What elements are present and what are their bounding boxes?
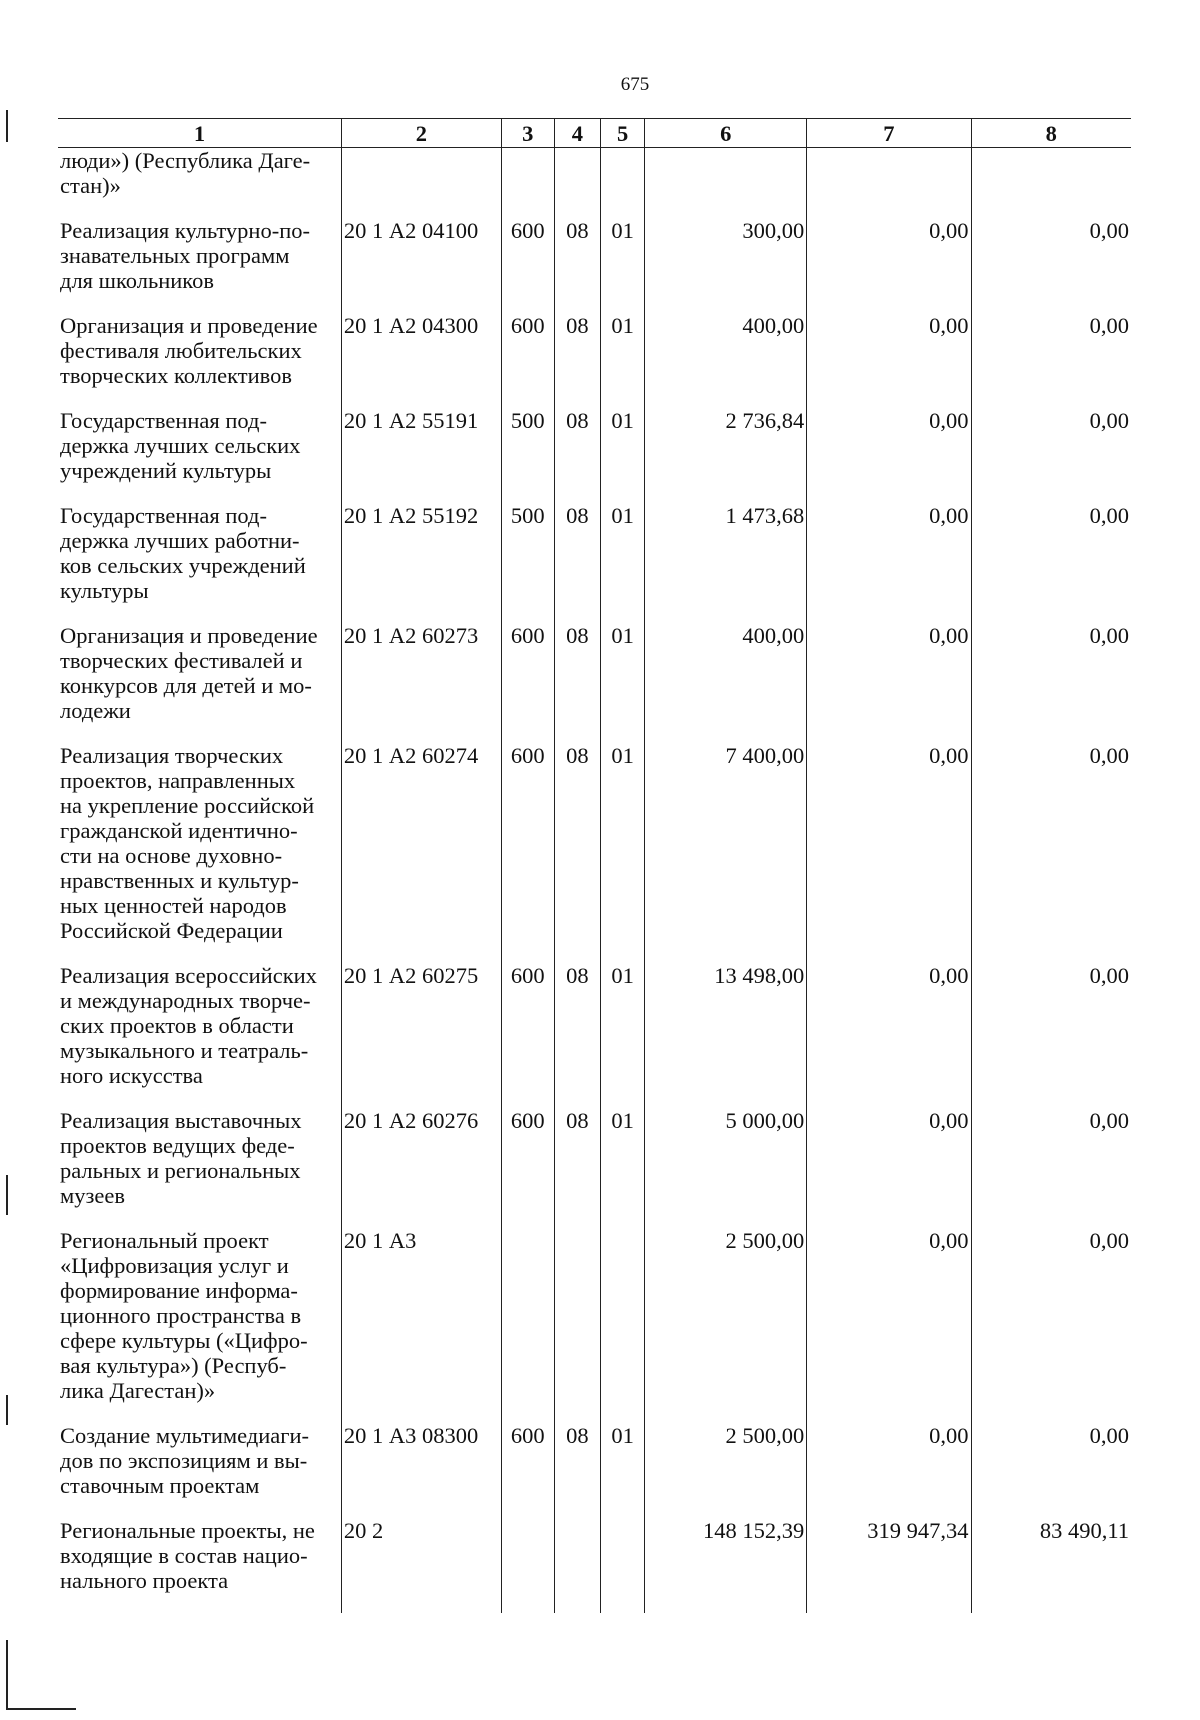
row-col3-cell: 600 bbox=[501, 623, 554, 743]
row-name-line: ских проектов в области bbox=[60, 1013, 294, 1038]
row-name-line: учреждений культуры bbox=[60, 458, 272, 483]
row-col4-cell: 08 bbox=[554, 218, 600, 313]
row-col4-cell: 08 bbox=[554, 623, 600, 743]
row-col6-cell: 2 736,84 bbox=[645, 408, 807, 503]
row-code-cell: 20 1 А2 60276 bbox=[341, 1108, 501, 1228]
page-number: 675 bbox=[620, 74, 650, 95]
row-col5-cell: 01 bbox=[601, 623, 645, 743]
row-name-cell bbox=[58, 218, 341, 313]
row-name-cell bbox=[58, 1228, 341, 1423]
table-row bbox=[58, 1423, 1131, 1518]
row-name-line: сти на основе духовно- bbox=[60, 843, 283, 868]
row-name-line: Государственная под- bbox=[60, 503, 267, 528]
column-header: 4 bbox=[554, 119, 600, 148]
row-code-cell: 20 1 А3 08300 bbox=[341, 1423, 501, 1518]
row-col8-cell bbox=[971, 148, 1131, 219]
row-name-line: вая культура») (Респуб- bbox=[60, 1353, 287, 1378]
row-col4-cell: 08 bbox=[554, 503, 600, 623]
row-col8-cell: 0,00 bbox=[971, 503, 1131, 623]
row-col7-cell: 0,00 bbox=[807, 963, 971, 1108]
row-col8-cell: 83 490,11 bbox=[971, 1518, 1131, 1613]
row-code-cell: 20 1 А3 bbox=[341, 1228, 501, 1423]
row-col7-cell: 0,00 bbox=[807, 408, 971, 503]
row-name-line: ных ценностей народов bbox=[60, 893, 287, 918]
row-name-line: и международных творче- bbox=[60, 988, 311, 1013]
row-name-cell bbox=[58, 148, 341, 219]
row-code-cell: 20 1 А2 55192 bbox=[341, 503, 501, 623]
row-col6-cell: 400,00 bbox=[645, 623, 807, 743]
row-col3-cell bbox=[501, 148, 554, 219]
row-col8-cell: 0,00 bbox=[971, 1228, 1131, 1423]
table-row bbox=[58, 503, 1131, 623]
row-col3-cell: 600 bbox=[501, 1108, 554, 1228]
row-col8-cell: 0,00 bbox=[971, 963, 1131, 1108]
column-header: 7 bbox=[807, 119, 971, 148]
row-name-line: дов по экспозициям и вы- bbox=[60, 1448, 308, 1473]
row-name-line: стан)» bbox=[60, 173, 121, 198]
row-col8-cell: 0,00 bbox=[971, 408, 1131, 503]
row-col6-cell: 2 500,00 bbox=[645, 1423, 807, 1518]
row-col3-cell: 600 bbox=[501, 1423, 554, 1518]
row-name-line: Российской Федерации bbox=[60, 918, 283, 943]
row-col7-cell: 0,00 bbox=[807, 218, 971, 313]
row-name-cell bbox=[58, 313, 341, 408]
table-row bbox=[58, 313, 1131, 408]
table-row bbox=[58, 963, 1131, 1108]
row-col4-cell: 08 bbox=[554, 743, 600, 963]
margin-mark bbox=[6, 1708, 76, 1710]
row-col5-cell bbox=[601, 1228, 645, 1423]
row-name-line: люди») (Республика Даге- bbox=[60, 148, 311, 173]
row-col5-cell: 01 bbox=[601, 408, 645, 503]
row-name-line: лика Дагестан)» bbox=[60, 1378, 216, 1403]
row-col5-cell: 01 bbox=[601, 1108, 645, 1228]
table-row bbox=[58, 408, 1131, 503]
row-col3-cell bbox=[501, 1518, 554, 1613]
row-col6-cell: 1 473,68 bbox=[645, 503, 807, 623]
row-col8-cell: 0,00 bbox=[971, 1108, 1131, 1228]
row-name-line: лодежи bbox=[60, 698, 131, 723]
column-header: 2 bbox=[341, 119, 501, 148]
row-name-cell bbox=[58, 623, 341, 743]
row-col6-cell: 300,00 bbox=[645, 218, 807, 313]
column-header: 1 bbox=[58, 119, 341, 148]
row-code-cell: 20 1 А2 55191 bbox=[341, 408, 501, 503]
row-name-line: Реализация культурно-по- bbox=[60, 218, 310, 243]
row-name-line: конкурсов для детей и мо- bbox=[60, 673, 312, 698]
row-name-line: проектов, направленных bbox=[60, 768, 296, 793]
row-name-line: для школьников bbox=[60, 268, 214, 293]
row-name-line: ставочным проектам bbox=[60, 1473, 260, 1498]
row-name-line: на укрепление российской bbox=[60, 793, 315, 818]
row-col3-cell: 500 bbox=[501, 408, 554, 503]
row-col6-cell: 148 152,39 bbox=[645, 1518, 807, 1613]
row-col5-cell: 01 bbox=[601, 503, 645, 623]
row-name-cell bbox=[58, 1108, 341, 1228]
margin-mark bbox=[6, 1640, 8, 1710]
row-name-line: держка лучших сельских bbox=[60, 433, 301, 458]
column-header: 3 bbox=[501, 119, 554, 148]
row-name-line: музыкального и театраль- bbox=[60, 1038, 309, 1063]
row-code-cell: 20 2 bbox=[341, 1518, 501, 1613]
row-name-line: музеев bbox=[60, 1183, 125, 1208]
row-col5-cell: 01 bbox=[601, 313, 645, 408]
row-name-line: нального проекта bbox=[60, 1568, 229, 1593]
row-col5-cell: 01 bbox=[601, 218, 645, 313]
row-col4-cell: 08 bbox=[554, 1108, 600, 1228]
row-col5-cell bbox=[601, 1518, 645, 1613]
row-name-line: творческих коллективов bbox=[60, 363, 292, 388]
row-name-cell bbox=[58, 503, 341, 623]
table-row bbox=[58, 743, 1131, 963]
row-code-cell: 20 1 А2 60273 bbox=[341, 623, 501, 743]
table-row bbox=[58, 218, 1131, 313]
row-col7-cell: 0,00 bbox=[807, 503, 971, 623]
row-code-cell: 20 1 А2 60275 bbox=[341, 963, 501, 1108]
row-name-line: Региональные проекты, не bbox=[60, 1518, 315, 1543]
row-col3-cell: 500 bbox=[501, 503, 554, 623]
row-name-line: проектов ведущих феде- bbox=[60, 1133, 295, 1158]
budget-table bbox=[58, 118, 1131, 1613]
row-name-line: культуры bbox=[60, 578, 149, 603]
row-col7-cell: 0,00 bbox=[807, 743, 971, 963]
margin-mark bbox=[6, 110, 8, 142]
row-col6-cell: 5 000,00 bbox=[645, 1108, 807, 1228]
row-name-cell bbox=[58, 408, 341, 503]
row-name-line: творческих фестивалей и bbox=[60, 648, 303, 673]
row-col4-cell: 08 bbox=[554, 313, 600, 408]
row-code-cell: 20 1 А2 04300 bbox=[341, 313, 501, 408]
row-col8-cell: 0,00 bbox=[971, 743, 1131, 963]
row-name-line: держка лучших работни- bbox=[60, 528, 300, 553]
row-code-cell bbox=[341, 148, 501, 219]
row-col6-cell: 2 500,00 bbox=[645, 1228, 807, 1423]
row-col3-cell: 600 bbox=[501, 313, 554, 408]
table-row bbox=[58, 148, 1131, 219]
row-name-cell bbox=[58, 963, 341, 1108]
row-col7-cell: 0,00 bbox=[807, 623, 971, 743]
row-col7-cell bbox=[807, 148, 971, 219]
row-col6-cell bbox=[645, 148, 807, 219]
row-name-line: входящие в состав нацио- bbox=[60, 1543, 308, 1568]
row-name-line: гражданской идентичнo- bbox=[60, 818, 298, 843]
table-row bbox=[58, 1108, 1131, 1228]
row-name-line: фестиваля любительских bbox=[60, 338, 302, 363]
row-name-line: Создание мультимедиаги- bbox=[60, 1423, 310, 1448]
row-col5-cell: 01 bbox=[601, 743, 645, 963]
row-col4-cell: 08 bbox=[554, 1423, 600, 1518]
row-name-line: Реализация творческих bbox=[60, 743, 284, 768]
table-row bbox=[58, 623, 1131, 743]
row-col4-cell bbox=[554, 1228, 600, 1423]
row-name-line: ков сельских учреждений bbox=[60, 553, 306, 578]
row-col4-cell bbox=[554, 148, 600, 219]
row-name-line: Организация и проведение bbox=[60, 623, 318, 648]
row-name-line: Организация и проведение bbox=[60, 313, 318, 338]
column-header: 6 bbox=[645, 119, 807, 148]
row-col8-cell: 0,00 bbox=[971, 313, 1131, 408]
row-col7-cell: 0,00 bbox=[807, 313, 971, 408]
row-col7-cell: 319 947,34 bbox=[807, 1518, 971, 1613]
row-col4-cell: 08 bbox=[554, 408, 600, 503]
column-header: 5 bbox=[601, 119, 645, 148]
header-row bbox=[58, 119, 1131, 148]
column-header: 8 bbox=[971, 119, 1131, 148]
row-name-line: формирование информа- bbox=[60, 1278, 298, 1303]
margin-mark bbox=[6, 1175, 8, 1215]
row-col6-cell: 400,00 bbox=[645, 313, 807, 408]
row-col7-cell: 0,00 bbox=[807, 1228, 971, 1423]
margin-mark bbox=[6, 1395, 8, 1425]
row-name-line: ральных и региональных bbox=[60, 1158, 301, 1183]
row-name-line: ционного пространства в bbox=[60, 1303, 302, 1328]
row-name-line: «Цифровизация услуг и bbox=[60, 1253, 289, 1278]
row-col7-cell: 0,00 bbox=[807, 1423, 971, 1518]
row-name-line: Реализация всероссийских bbox=[60, 963, 317, 988]
row-code-cell: 20 1 А2 04100 bbox=[341, 218, 501, 313]
table-row bbox=[58, 1228, 1131, 1423]
row-name-line: Государственная под- bbox=[60, 408, 267, 433]
row-col4-cell: 08 bbox=[554, 963, 600, 1108]
row-name-cell bbox=[58, 1518, 341, 1613]
row-col4-cell bbox=[554, 1518, 600, 1613]
row-col3-cell: 600 bbox=[501, 963, 554, 1108]
row-col8-cell: 0,00 bbox=[971, 1423, 1131, 1518]
table-body bbox=[58, 148, 1131, 1614]
row-col7-cell: 0,00 bbox=[807, 1108, 971, 1228]
row-name-line: нравственных и культур- bbox=[60, 868, 299, 893]
table-row bbox=[58, 1518, 1131, 1613]
row-col3-cell bbox=[501, 1228, 554, 1423]
row-name-line: знавательных программ bbox=[60, 243, 290, 268]
row-col5-cell: 01 bbox=[601, 963, 645, 1108]
row-col3-cell: 600 bbox=[501, 218, 554, 313]
row-name-line: сфере культуры («Цифро- bbox=[60, 1328, 308, 1353]
row-col6-cell: 13 498,00 bbox=[645, 963, 807, 1108]
row-col5-cell bbox=[601, 148, 645, 219]
row-name-cell bbox=[58, 743, 341, 963]
row-col8-cell: 0,00 bbox=[971, 623, 1131, 743]
row-col5-cell: 01 bbox=[601, 1423, 645, 1518]
row-col8-cell: 0,00 bbox=[971, 218, 1131, 313]
row-name-line: Региональный проект bbox=[60, 1228, 269, 1253]
row-col6-cell: 7 400,00 bbox=[645, 743, 807, 963]
row-name-line: ного искусства bbox=[60, 1063, 203, 1088]
row-name-cell bbox=[58, 1423, 341, 1518]
row-col3-cell: 600 bbox=[501, 743, 554, 963]
row-name-line: Реализация выставочных bbox=[60, 1108, 302, 1133]
row-code-cell: 20 1 А2 60274 bbox=[341, 743, 501, 963]
